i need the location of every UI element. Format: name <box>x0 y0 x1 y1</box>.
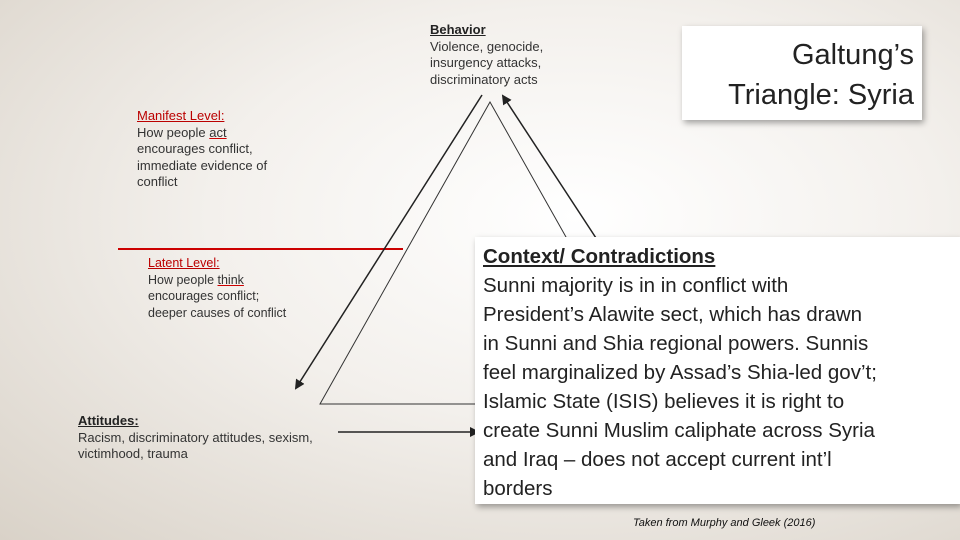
context-line: President’s Alawite sect, which has drawn <box>483 303 863 326</box>
attitudes-line: victimhood, trauma <box>78 446 188 461</box>
behavior-line: insurgency attacks, <box>430 55 542 70</box>
title-box <box>682 26 922 120</box>
latent-level-label <box>148 255 328 321</box>
context-line: create Sunni Muslim caliphate across Syria <box>483 419 875 442</box>
behavior-heading: Behavior <box>430 22 486 37</box>
context-line: and Iraq – does not accept current int’l <box>483 448 832 471</box>
manifest-line-1 <box>137 125 307 142</box>
latent-line: deeper causes of conflict <box>148 305 287 320</box>
context-line: Islamic State (ISIS) believes it is right to <box>483 390 845 413</box>
arrow-context-to-behavior <box>503 96 596 238</box>
manifest-level-label <box>137 108 307 191</box>
context-line: feel marginalized by Assad’s Shia-led gov’t; <box>483 361 877 384</box>
context-line: Sunni majority is in in conflict with <box>483 274 789 297</box>
attitudes-line: Racism, discriminatory attitudes, sexism, <box>78 429 313 445</box>
behavior-label <box>430 22 580 88</box>
context-line: in Sunni and Shia regional powers. Sunnis <box>483 332 869 355</box>
manifest-line: conflict <box>137 174 178 189</box>
manifest-keyword: act <box>209 124 227 140</box>
manifest-line: encourages conflict, <box>137 141 253 156</box>
manifest-line: immediate evidence of <box>137 157 268 173</box>
title-line-1: Galtung’s <box>792 39 914 71</box>
latent-pre: How people <box>148 272 218 287</box>
title-line-2: Triangle: Syria <box>728 79 914 111</box>
behavior-line: discriminatory acts <box>430 71 538 87</box>
manifest-pre: How people <box>137 124 210 140</box>
attitudes-heading: Attitudes: <box>78 413 139 428</box>
behavior-line: Violence, genocide, <box>430 38 544 54</box>
context-line: borders <box>483 477 553 500</box>
source-citation: Taken from Murphy and Gleek (2016) <box>633 517 816 529</box>
arrow-behavior-to-attitudes <box>296 95 482 388</box>
latent-line-1 <box>148 272 328 289</box>
latent-heading: Latent Level: <box>148 256 220 270</box>
latent-line: encourages conflict; <box>148 289 260 303</box>
context-box <box>475 237 960 504</box>
manifest-heading: Manifest Level: <box>137 108 225 123</box>
context-heading: Context/ Contradictions <box>483 245 716 268</box>
latent-keyword: think <box>217 272 244 287</box>
attitudes-label <box>78 413 348 463</box>
